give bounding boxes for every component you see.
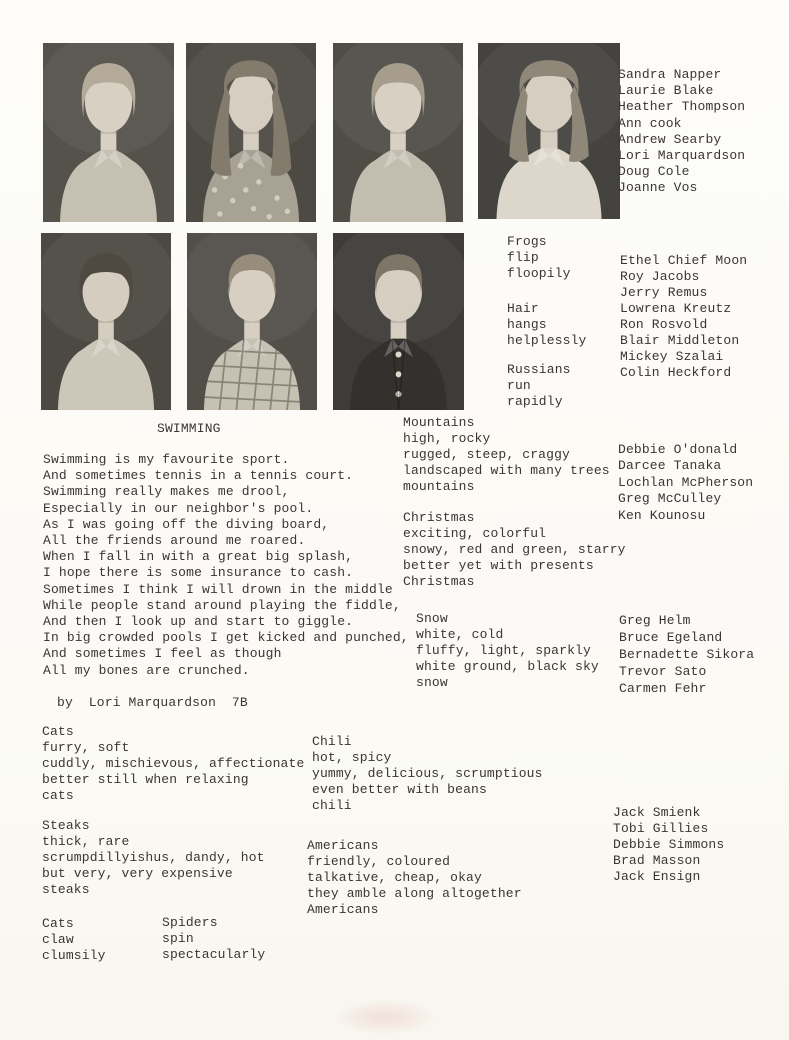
poem-russians: Russians run rapidly	[507, 362, 571, 409]
name-list-1: Sandra Napper Laurie Blake Heather Thompson Ann cook Andrew Searby Lori Marquardson Doug Cole Joanne Vos	[618, 67, 746, 196]
swimming-byline: by Lori Marquardson 7B	[57, 695, 248, 710]
poem-christmas: Christmas exciting, colorful snowy, red and green, starry better yet with presents Christmas	[403, 510, 626, 589]
poem-spiders: Spiders spin spectacularly	[162, 915, 266, 962]
scan-smudge-mark	[335, 1000, 435, 1034]
name-list-5: Jack Smienk Tobi Gillies Debbie Simmons Brad Masson Jack Ensign	[613, 805, 725, 884]
swimming-title: SWIMMING	[157, 421, 221, 436]
name-list-3: Debbie O'donald Darcee Tanaka Lochlan McPherson Greg McCulley Ken Kounosu	[618, 442, 754, 523]
poem-hair: Hair hangs helplessly	[507, 301, 587, 348]
student-photo	[333, 233, 464, 410]
poem-snow: Snow white, cold fluffy, light, sparkly white ground, black sky snow	[416, 611, 599, 690]
poem-frogs: Frogs flip floopily	[507, 234, 571, 281]
poem-steaks: Steaks thick, rare scrumpdillyishus, dandy, hot but very, very expensive steaks	[42, 818, 265, 897]
poem-cats-claw: Cats claw clumsily	[42, 916, 106, 963]
poem-mountains: Mountains high, rocky rugged, steep, craggy landscaped with many trees mountains	[403, 415, 610, 494]
student-photo	[333, 43, 463, 222]
poem-cats: Cats furry, soft cuddly, mischievous, affectionate better still when relaxing cats	[42, 724, 305, 803]
student-photo	[41, 233, 171, 410]
poem-chili: Chili hot, spicy yummy, delicious, scrumptious even better with beans chili	[312, 734, 543, 813]
student-photo	[43, 43, 174, 222]
swimming-poem: Swimming is my favourite sport. And sometimes tennis in a tennis court. Swimming really makes me drool, Especially in our neighbor's pool. As I was going off the diving board, All the friends around me roared. When I fall in with a great big splash, I hope there is some insurance to cash. Sometimes I think I will drown in the middle While people stand around playing the fiddle, And then I look up and start to giggle. In big crowded pools I get kicked and punched, And sometimes I feel as though All my bones are crunched.	[43, 452, 409, 678]
poem-americans: Americans friendly, coloured talkative, cheap, okay they amble along altogether Americans	[307, 838, 522, 917]
student-photo	[478, 43, 620, 219]
student-photo	[186, 43, 316, 222]
name-list-4: Greg Helm Bruce Egeland Bernadette Sikora Trevor Sato Carmen Fehr	[619, 613, 755, 696]
name-list-2: Ethel Chief Moon Roy Jacobs Jerry Remus Lowrena Kreutz Ron Rosvold Blair Middleton Mickey Szalai Colin Heckford	[620, 253, 748, 380]
student-photo	[187, 233, 317, 410]
